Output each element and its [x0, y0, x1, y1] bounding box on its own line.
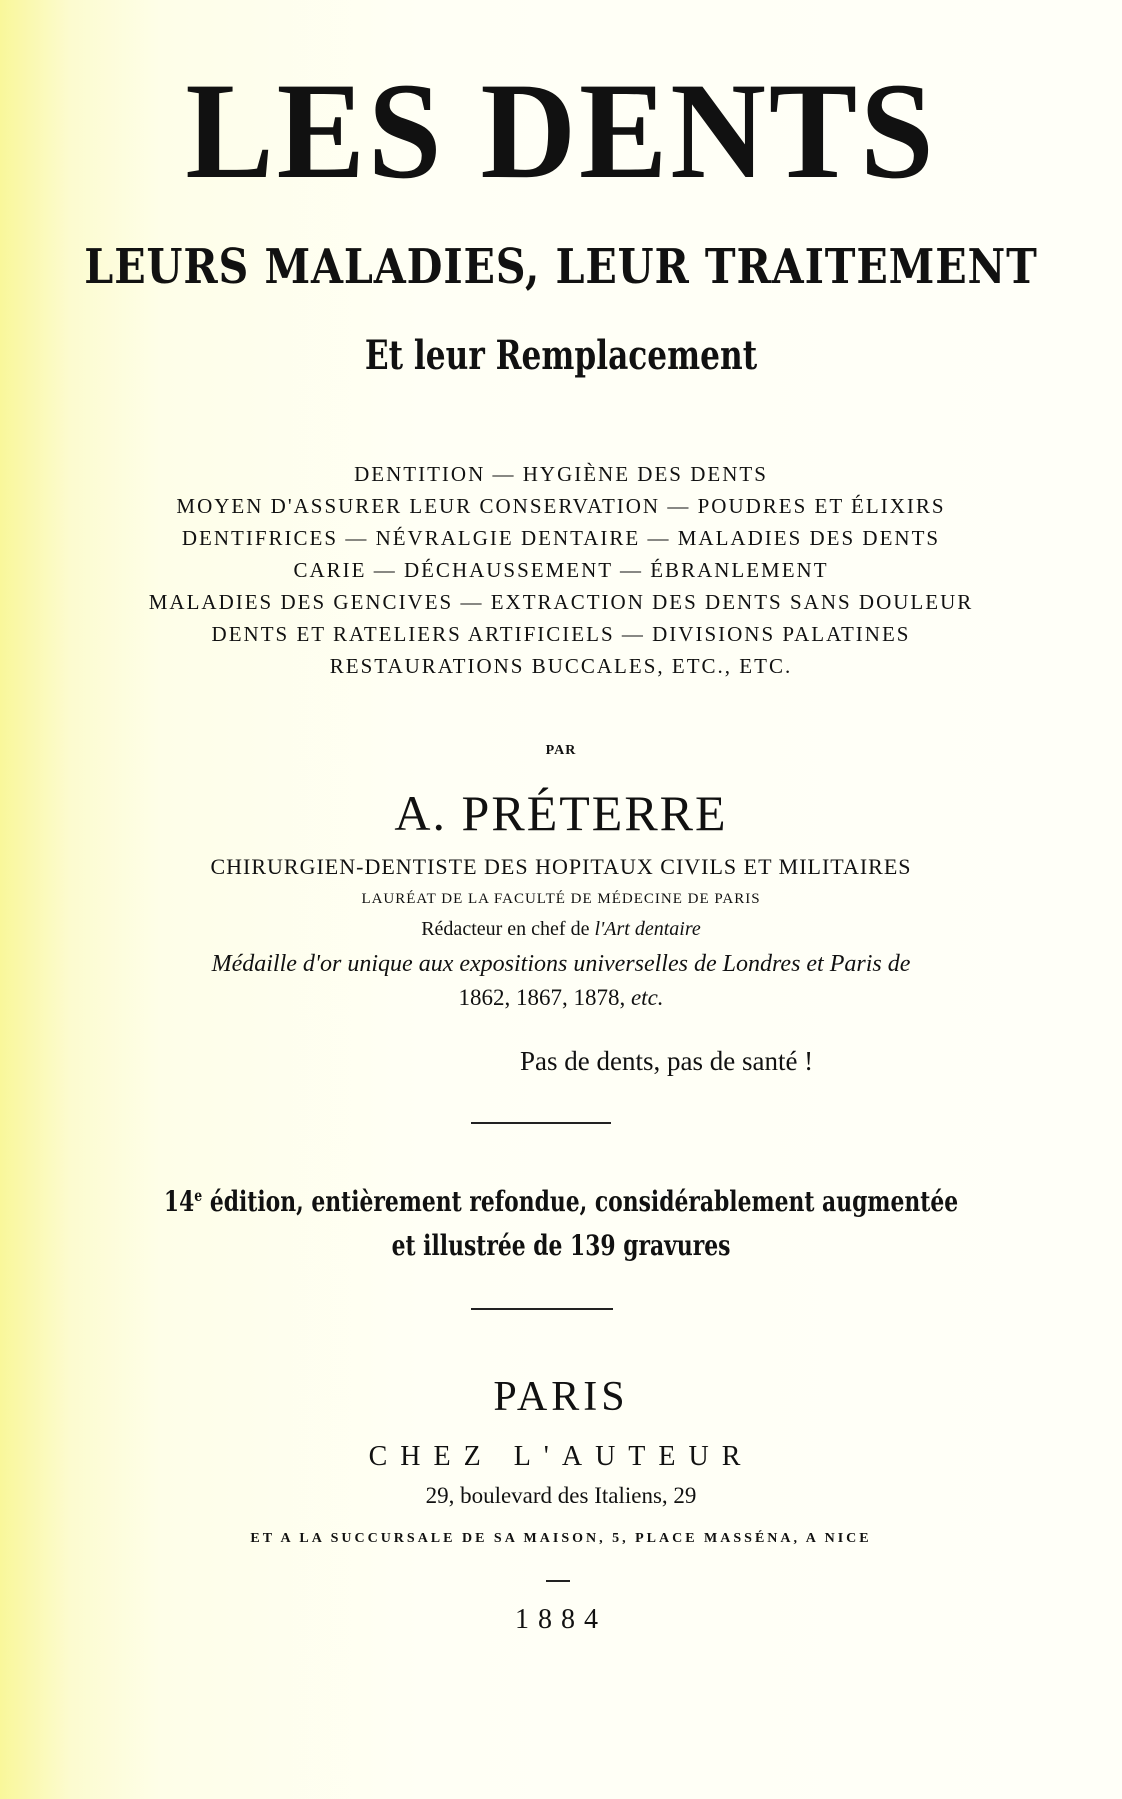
book-title: LES DENTS: [185, 54, 937, 207]
medal-years: [0, 986, 1122, 1009]
editor-journal: l'Art dentaire: [594, 918, 701, 940]
medal-years-etc: etc.: [630, 985, 664, 1010]
book-subtitle: LEURS MALADIES, LEUR TRAITEMENT: [84, 239, 1038, 295]
topic-line: DENTITION — HYGIÈNE DES DENTS: [354, 462, 768, 486]
editor-prefix: Rédacteur en chef de: [421, 918, 595, 940]
topic-line: MOYEN D'ASSURER LEUR CONSERVATION — POUDRES ET ÉLIXIRS: [176, 494, 946, 518]
by-label: PAR: [545, 743, 577, 758]
divider-short-rule: [546, 1580, 570, 1582]
edition-illustrations: et illustrée de 139 gravures: [391, 1229, 731, 1262]
author-name: A. PRÉTERRE: [394, 785, 728, 841]
author-editor-line: [0, 919, 1122, 939]
topic-line: CARIE — DÉCHAUSSEMENT — ÉBRANLEMENT: [293, 558, 829, 582]
divider-rule: [471, 1122, 611, 1124]
book-subtitle-secondary: Et leur Remplacement: [364, 332, 758, 379]
edition-superscript: e: [194, 1186, 203, 1205]
medal-years-list: 1862, 1867, 1878,: [458, 985, 626, 1010]
edition-number: 14: [163, 1185, 195, 1218]
motto: Pas de dents, pas de santé !: [520, 1046, 814, 1076]
topic-line: DENTIFRICES — NÉVRALGIE DENTAIRE — MALADIES DES DENTS: [181, 526, 941, 550]
publication-year: 1884: [515, 1604, 607, 1635]
topic-line: MALADIES DES GENCIVES — EXTRACTION DES DENTS SANS DOULEUR: [148, 590, 974, 614]
edition-line: [123, 1185, 998, 1218]
topic-line: RESTAURATIONS BUCCALES, ETC., ETC.: [329, 654, 793, 678]
topic-line: DENTS ET RATELIERS ARTIFICIELS — DIVISIONS PALATINES: [211, 622, 911, 646]
imprint-publisher: CHEZ L'AUTEUR: [368, 1441, 754, 1472]
author-medal: Médaille d'or unique aux expositions universelles de Londres et Paris de: [211, 951, 911, 977]
divider-rule: [471, 1308, 613, 1310]
imprint-city: PARIS: [493, 1374, 629, 1420]
edition-description: édition, entièrement refondue, considérablement augmentée: [209, 1185, 959, 1218]
imprint-branch: ET A LA SUCCURSALE DE SA MAISON, 5, PLACE MASSÉNA, A NICE: [250, 1531, 872, 1546]
author-laureate: LAURÉAT DE LA FACULTÉ DE MÉDECINE DE PARIS: [361, 891, 761, 907]
imprint-address: 29, boulevard des Italiens, 29: [425, 1483, 697, 1508]
author-title: CHIRURGIEN-DENTISTE DES HOPITAUX CIVILS ET MILITAIRES: [210, 854, 912, 879]
